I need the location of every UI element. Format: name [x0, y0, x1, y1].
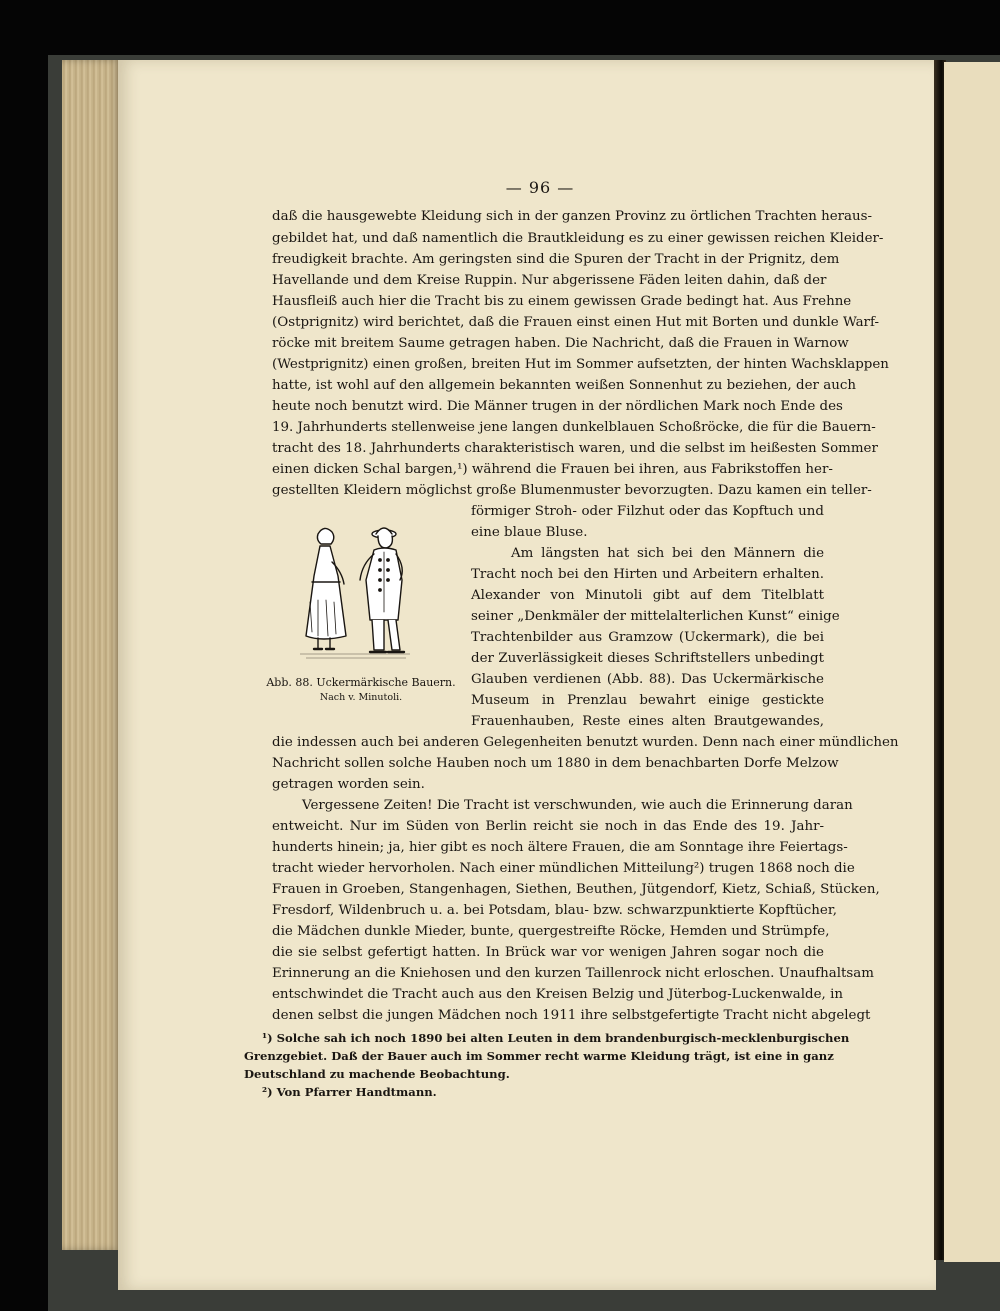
body-line: tracht wieder hervorholen. Nach einer mündlichen Mitteilung²) trugen 1868 noch die [272, 861, 855, 876]
body-line: Hausfleiß auch hier die Tracht bis zu einem gewissen Grade bedingt hat. Aus Frehne [272, 294, 852, 309]
next-page-edge [944, 62, 1000, 1262]
body-line: eine blaue Bluse. [471, 525, 588, 540]
body-line: einen dicken Schal bargen,¹) während die Frauen bei ihren, aus Fabrikstoffen her- [272, 462, 833, 477]
body-line: der Zuverlässigkeit dieses Schriftstellers unbedingt [471, 651, 824, 666]
body-line: (Ostprignitz) wird berichtet, daß die Frauen einst einen Hut mit Borten und dunkle Warf- [272, 315, 879, 330]
body-line: die indessen auch bei anderen Gelegenheiten benutzt wurden. Denn nach einer mündlichen [272, 735, 899, 750]
body-line: seiner „Denkmäler der mittelalterlichen Kunst“ einige [471, 609, 840, 624]
body-line: freudigkeit brachte. Am geringsten sind die Spuren der Tracht in der Prignitz, dem [272, 252, 840, 267]
body-line: hatte, ist wohl auf den allgemein bekannten weißen Sonnenhut zu beziehen, der auch [272, 378, 856, 393]
body-line: Erinnerung an die Kniehosen und den kurzen Taillenrock nicht erloschen. Unaufhaltsam [272, 966, 874, 981]
body-line: Frauen in Groeben, Stangenhagen, Siethen, Beuthen, Jütgendorf, Kietz, Schiaß, Stücken, [272, 882, 880, 897]
body-line: Am längsten hat sich bei den Männern die [511, 546, 824, 561]
body-line: förmiger Stroh- oder Filzhut oder das Kopftuch und [471, 504, 824, 519]
body-line: röcke mit breitem Saume getragen haben. Die Nachricht, daß die Frauen in Warnow [272, 336, 849, 351]
body-line: 19. Jahrhunderts stellenweise jene langen dunkelblauen Schoßröcke, die für die Bauern- [272, 420, 876, 435]
page-edges [62, 60, 122, 1250]
footnote-1-end: Deutschland zu machende Beobachtung. [244, 1067, 510, 1081]
body-line: getragen worden sein. [272, 777, 425, 792]
body-line: Nachricht sollen solche Hauben noch um 1880 in dem benachbarten Dorfe Melzow [272, 756, 839, 771]
footnote-2: ²) Von Pfarrer Handtmann. [262, 1085, 437, 1099]
body-line: Havellande und dem Kreise Ruppin. Nur abgerissene Fäden leiten dahin, daß der [272, 273, 827, 288]
body-line: entschwindet die Tracht auch aus den Kreisen Belzig und Jüterbog-Luckenwalde, in [272, 987, 843, 1002]
body-line: die Mädchen dunkle Mieder, bunte, quergestreifte Röcke, Hemden und Strümpfe, [272, 924, 830, 939]
farmers-illustration [296, 522, 416, 666]
footnote-1-continued: Grenzgebiet. Daß der Bauer auch im Sommer recht warme Kleidung trägt, ist eine in ganz [244, 1049, 834, 1063]
body-line: tracht des 18. Jahrhunderts charakteristisch waren, und die selbst im heißesten Sommer [272, 441, 878, 456]
figure-credit: Nach v. Minutoli. [319, 692, 403, 703]
footnote-1: ¹) Solche sah ich noch 1890 bei alten Leuten in dem brandenburgisch-mecklenburgischen [262, 1031, 850, 1045]
body-line: Alexander von Minutoli gibt auf dem Titelblatt [471, 588, 824, 603]
body-line: Fresdorf, Wildenbruch u. a. bei Potsdam, blau- bzw. schwarzpunktierte Kopftücher, [272, 903, 838, 918]
body-line: Frauenhauben, Reste eines alten Brautgewandes, [471, 714, 824, 729]
page-number: — 96 — [505, 178, 575, 197]
body-line: gebildet hat, und daß namentlich die Brautkleidung es zu einer gewissen reichen Kleider- [272, 231, 884, 246]
body-line: hunderts hinein; ja, hier gibt es noch ältere Frauen, die am Sonntage ihre Feiertags- [272, 840, 848, 855]
body-line: denen selbst die jungen Mädchen noch 1911 ihre selbstgefertigte Tracht nicht abgelegt [272, 1008, 871, 1023]
body-line: entweicht. Nur im Süden von Berlin reicht sie noch in das Ende des 19. Jahr- [272, 819, 824, 834]
body-line: Museum in Prenzlau bewahrt einige gestickte [471, 693, 824, 708]
body-line: heute noch benutzt wird. Die Männer trugen in der nördlichen Mark noch Ende des [272, 399, 843, 414]
body-line: die sie selbst gefertigt hatten. In Brück war vor wenigen Jahren sogar noch die [272, 945, 824, 960]
body-line: Trachtenbilder aus Gramzow (Uckermark), die bei [471, 630, 824, 645]
body-line: Tracht noch bei den Hirten und Arbeitern erhalten. [471, 567, 824, 582]
body-line: daß die hausgewebte Kleidung sich in der ganzen Provinz zu örtlichen Trachten heraus- [272, 209, 873, 224]
figure-caption: Abb. 88. Uckermärkische Bauern. [266, 676, 456, 689]
body-line: Vergessene Zeiten! Die Tracht ist verschwunden, wie auch die Erinnerung daran [302, 798, 853, 813]
body-line: (Westprignitz) einen großen, breiten Hut im Sommer aufsetzten, der hinten Wachsklappen [272, 357, 889, 372]
body-line: Glauben verdienen (Abb. 88). Das Uckermärkische [471, 672, 824, 687]
body-line: gestellten Kleidern möglichst große Blumenmuster bevorzugten. Dazu kamen ein teller- [272, 483, 872, 498]
